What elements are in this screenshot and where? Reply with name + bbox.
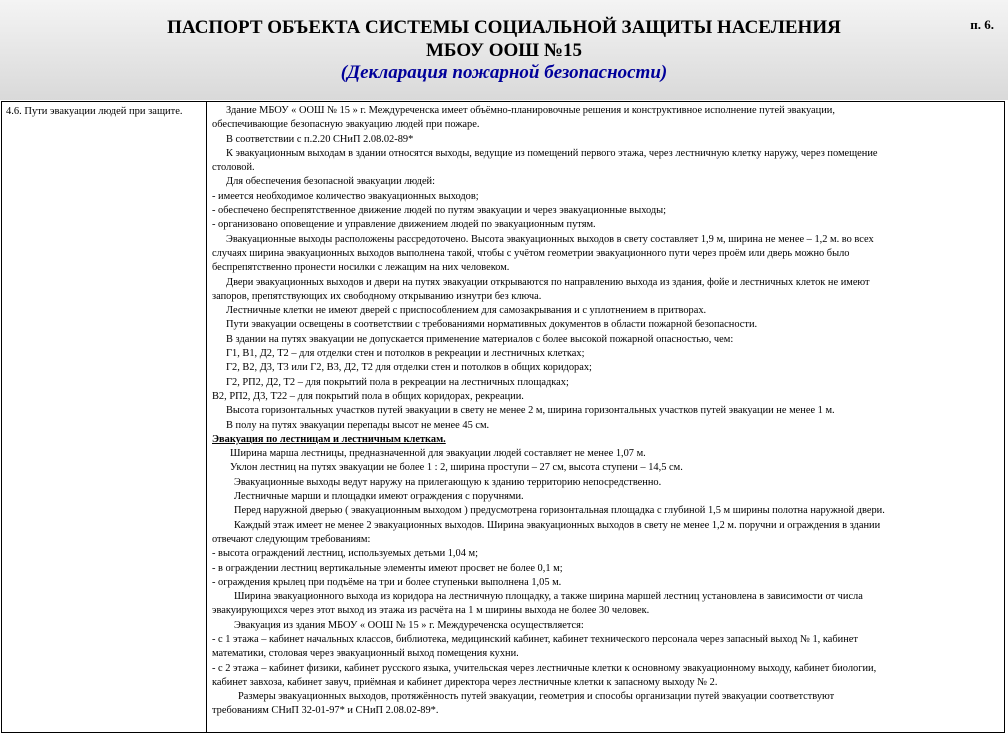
text-line: В полу на путях эвакуации перепады высот не менее 45 см. — [226, 419, 490, 431]
text-line: - в ограждении лестниц вертикальные элементы имеют просвет не более 0,1 м; — [212, 562, 563, 574]
text-line: эвакуирующихся через этот выход из этажа из расчёта на 1 м ширины выхода не более 30 человек. — [212, 605, 650, 617]
text-line: математики, столовая через эвакуационный выход помещения кухни. — [212, 648, 519, 660]
text-line: Лестничные марши и площадки имеют ограждения с поручнями. — [234, 491, 524, 503]
text-line: Для обеспечения безопасной эвакуации людей: — [226, 176, 436, 188]
text-line: В здании на путях эвакуации не допускается применение материалов с более высокой пожарной опасностью, чем: — [226, 333, 734, 345]
text-line: Лестничные клетки не имеют дверей с приспособлением для самозакрывания и с уплотнением в притворах. — [226, 305, 707, 317]
text-line: Г2, РП2, Д2, Т2 – для покрытий пола в рекреации на лестничных площадках; — [226, 376, 569, 388]
text-line: отвечают следующим требованиям: — [212, 533, 371, 545]
text-line: случаях ширина эвакуационных выходов выполнена такой, чтобы с учётом геометрии эвакуационного пути через проём или дверь можно было — [212, 247, 850, 259]
text-line: - ограждения крылец при подъёме на три и более ступеньки выполнена 1,05 м. — [212, 576, 562, 588]
text-line: Ширина эвакуационного выхода из коридора на лестничную площадку, а также ширина маршей лестниц установлена в зависимости от числа — [234, 591, 863, 603]
text-line: Здание МБОУ « ООШ № 15 » г. Междуреченска имеет объёмно-планировочные решения и конструктивное исполнение путей эвакуации, — [226, 105, 835, 116]
school-name: МБОУ ООШ №15 — [425, 40, 583, 61]
text-line: В соответствии с п.2.20 СНиП 2.08.02-89* — [226, 133, 414, 145]
text-line: Эвакуационные выходы расположены рассредоточено. Высота эвакуационных выходов в свету составляет 1,9 м, ширина не менее – 1,2 м. во всех — [226, 233, 874, 245]
document-title: ПАСПОРТ ОБЪЕКТА СИСТЕМЫ СОЦИАЛЬНОЙ ЗАЩИТЫ НАСЕЛЕНИЯ — [167, 17, 841, 38]
section-label: 4.6. Пути эвакуации людей при защите. — [6, 106, 183, 117]
page-number: п. 6. — [970, 17, 994, 32]
text-line: обеспечивающие безопасную эвакуацию людей при пожаре. — [212, 119, 480, 131]
text-line: Ширина марша лестницы, предназначенной для эвакуации людей составляет не менее 1,07 м. — [230, 448, 646, 460]
text-line: Каждый этаж имеет не менее 2 эвакуационных выходов. Ширина эвакуационных выходов в свету не менее 1,2 м. поручни и ограждения в здании — [234, 519, 881, 531]
content-table — [1, 101, 1005, 733]
text-line: кабинет завхоза, кабинет завуч, приёмная и кабинет директора через лестничные клетки к запасному выходу № 2. — [212, 676, 718, 688]
text-line: Высота горизонтальных участков путей эвакуации в свету не менее 2 м, ширина горизонтальных участков путей эвакуации не менее 1 м. — [226, 405, 835, 417]
text-line: Уклон лестниц на путях эвакуации не более 1 : 2, ширина проступи – 27 см, высота ступени – 14,5 см. — [230, 462, 683, 474]
text-line: - высота ограждений лестниц, используемых детьми 1,04 м; — [212, 548, 478, 560]
text-line: Г2, В2, Д3, Т3 или Г2, В3, Д2, Т2 для отделки стен и потолков в общих коридорах; — [226, 362, 592, 374]
text-line: запоров, препятствующих их свободному открыванию изнутри без ключа. — [212, 290, 542, 302]
text-line: Двери эвакуационных выходов и двери на путях эвакуации открываются по направлению выхода из здания, фойе и лестничных клеток не имеют — [226, 276, 870, 288]
text-line: К эвакуационным выходам в здании относятся выходы, ведущие из помещений первого этажа, через лестничную клетку наружу, через помещение — [226, 147, 878, 159]
text-line: столовой. — [212, 162, 255, 174]
section-label-cell — [2, 102, 207, 732]
subsection-heading: Эвакуация по лестницам и лестничным клеткам. — [212, 433, 446, 445]
text-line: - с 1 этажа – кабинет начальных классов, библиотека, медицинский кабинет, кабинет технического персонала через запасный выход № 1, кабинет — [212, 633, 858, 645]
text-line: - с 2 этажа – кабинет физики, кабинет русского языка, учительская через лестничные клетки к основному эвакуационному выходу, кабинет биологии, — [212, 662, 877, 674]
text-line: - имеется необходимое количество эвакуационных выходов; — [212, 190, 479, 202]
section-text-cell — [207, 102, 1004, 732]
text-line: - организовано оповещение и управление движением людей по эвакуационным путям. — [212, 219, 596, 231]
text-line: Эвакуационные выходы ведут наружу на прилегающую к зданию территорию непосредственно. — [234, 476, 662, 488]
text-line: Эвакуация из здания МБОУ « ООШ № 15 » г. Междуреченска осуществляется: — [234, 619, 584, 631]
text-line: Г1, В1, Д2, Т2 – для отделки стен и потолков в рекреации и лестничных клетках; — [226, 348, 585, 360]
text-line: Перед наружной дверью ( эвакуационным выходом ) предусмотрена горизонтальная площадка с глубиной 1,5 м ширины полотна наружной двери. — [234, 505, 885, 517]
text-line: Пути эвакуации освещены в соответствии с требованиями нормативных документов в области пожарной безопасности. — [226, 319, 758, 331]
document-subtitle: (Декларация пожарной безопасности) — [340, 62, 668, 83]
slide-header — [0, 0, 1008, 100]
text-line: требованиям СНиП 32-01-97* и СНиП 2.08.02-89*. — [212, 705, 439, 717]
text-line: беспрепятственно пронести носилки с лежащим на них человеком. — [212, 262, 510, 274]
text-line: Размеры эвакуационных выходов, протяжённость путей эвакуации, геометрия и способы организации путей эвакуации соответствуют — [238, 691, 835, 703]
text-line: В2, РП2, Д3, Т22 – для покрытий пола в общих коридорах, рекреации. — [212, 390, 524, 402]
text-line: - обеспечено беспрепятственное движение людей по путям эвакуации и через эвакуационные выходы; — [212, 205, 667, 217]
